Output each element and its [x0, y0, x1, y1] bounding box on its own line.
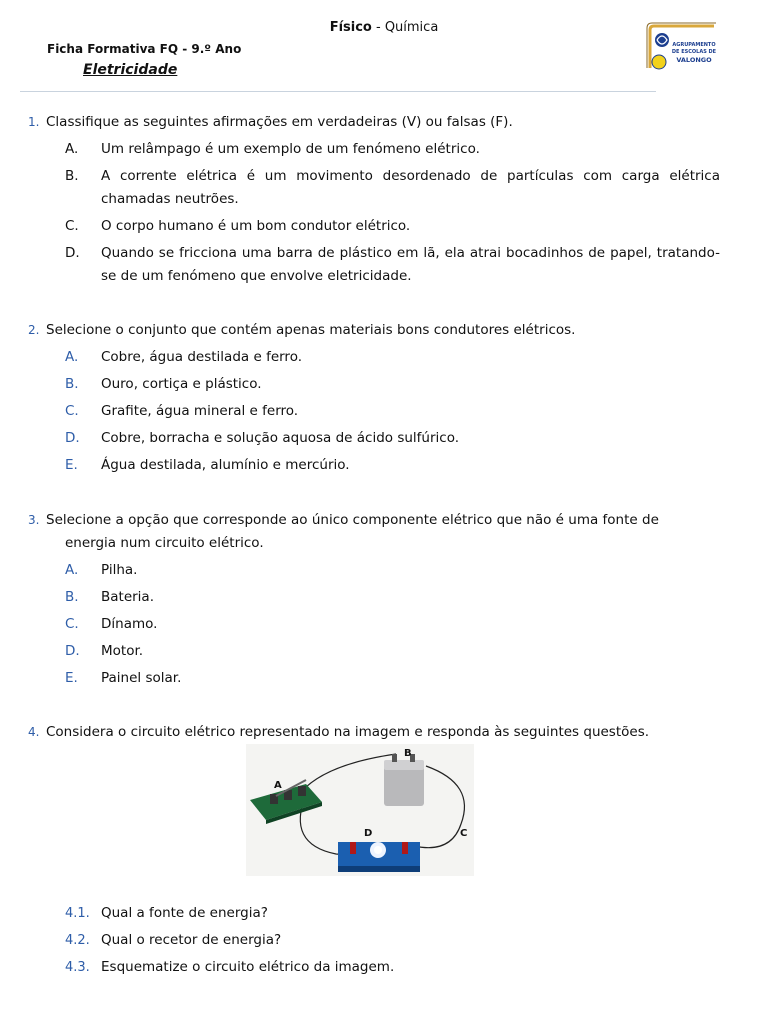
list-item — [28, 165, 720, 211]
list-item — [28, 215, 720, 238]
list-item — [28, 956, 720, 979]
list-item — [28, 902, 720, 925]
sheet-title: Ficha Formativa FQ - 9.º Ano — [47, 42, 242, 56]
circuit-photo — [246, 744, 474, 876]
subject-name: Físico — [329, 20, 372, 35]
list-item — [28, 138, 720, 161]
list-item — [28, 613, 720, 636]
list-item — [28, 640, 720, 663]
list-item — [28, 242, 720, 288]
label-d: D — [364, 828, 373, 839]
header-divider — [20, 91, 656, 92]
question-stem: Selecione o conjunto que contém apenas materiais bons condutores elétricos. — [46, 322, 576, 338]
list-item — [28, 667, 720, 690]
option-text: Cobre, água destilada e ferro. — [101, 349, 303, 365]
option-letter: D. — [65, 430, 80, 446]
subject-subname: - Química — [371, 20, 439, 35]
list-item — [28, 454, 720, 477]
option-text: O corpo humano é um bom condutor elétrico. — [101, 218, 411, 234]
question-stem: Considera o circuito elétrico representado na imagem e responda às seguintes questões. — [46, 724, 650, 740]
option-letter: A. — [65, 562, 79, 578]
option-letter: C. — [65, 218, 79, 234]
option-text: A corrente elétrica é um movimento desordenado de partículas com carga elétrica chamadas neutrões. — [101, 168, 720, 207]
option-text: Pilha. — [101, 562, 138, 578]
option-letter: D. — [65, 643, 80, 659]
option-letter: A. — [65, 141, 79, 157]
list-item — [28, 559, 720, 582]
option-letter: E. — [65, 457, 78, 473]
option-letter: B. — [65, 376, 79, 392]
svg-text:DE ESCOLAS DE: DE ESCOLAS DE — [671, 49, 717, 55]
sub-question-text: Esquematize o circuito elétrico da imagem. — [101, 959, 395, 975]
topic-title: Eletricidade — [83, 62, 178, 78]
option-text: Grafite, água mineral e ferro. — [101, 403, 299, 419]
sub-question-text: Qual o recetor de energia? — [101, 932, 282, 948]
question-1 — [28, 111, 720, 292]
svg-text:AGRUPAMENTO: AGRUPAMENTO — [672, 42, 716, 48]
sub-question-number: 4.2. — [65, 933, 90, 948]
question-4 — [28, 721, 720, 744]
sub-question-number: 4.3. — [65, 960, 90, 975]
option-letter: E. — [65, 670, 78, 686]
option-letter: B. — [65, 589, 79, 605]
list-item — [28, 346, 720, 369]
option-text: Bateria. — [101, 589, 154, 605]
question-number: 1. — [28, 115, 40, 129]
option-text: Dínamo. — [101, 616, 158, 632]
school-logo — [644, 22, 724, 74]
option-text: Um relâmpago é um exemplo de um fenómeno elétrico. — [101, 141, 480, 157]
list-item — [28, 400, 720, 423]
option-text: Motor. — [101, 643, 144, 659]
option-text: Quando se fricciona uma barra de plástico em lã, ela atrai bocadinhos de papel, tratando-se de um fenómeno que envolve eletricidade. — [101, 245, 720, 284]
label-c: C — [460, 828, 468, 839]
question-3 — [28, 509, 720, 694]
option-letter: C. — [65, 403, 79, 419]
question-stem: Classifique as seguintes afirmações em verdadeiras (V) ou falsas (F). — [46, 114, 513, 130]
sub-question-number: 4.1. — [65, 906, 90, 921]
option-letter: D. — [65, 245, 80, 261]
list-item — [28, 373, 720, 396]
svg-text:VALONGO: VALONGO — [676, 56, 712, 64]
question-number: 2. — [28, 323, 40, 337]
option-letter: C. — [65, 616, 79, 632]
label-a: A — [274, 780, 282, 791]
list-item — [28, 427, 720, 450]
option-text: Ouro, cortiça e plástico. — [101, 376, 262, 392]
list-item — [28, 586, 720, 609]
option-text: Água destilada, alumínio e mercúrio. — [101, 457, 350, 473]
question-2 — [28, 319, 720, 481]
question-stem: Selecione a opção que corresponde ao único componente elétrico que não é uma fonte de energia num circuito elétrico. — [46, 512, 659, 551]
sub-questions — [28, 902, 720, 983]
option-letter: B. — [65, 168, 79, 184]
label-b: B — [404, 748, 412, 759]
list-item — [28, 929, 720, 952]
question-number: 4. — [28, 725, 40, 739]
sub-question-text: Qual a fonte de energia? — [101, 905, 268, 921]
question-number: 3. — [28, 513, 40, 527]
option-text: Painel solar. — [101, 670, 182, 686]
option-letter: A. — [65, 349, 79, 365]
option-text: Cobre, borracha e solução aquosa de ácido sulfúrico. — [101, 430, 460, 446]
